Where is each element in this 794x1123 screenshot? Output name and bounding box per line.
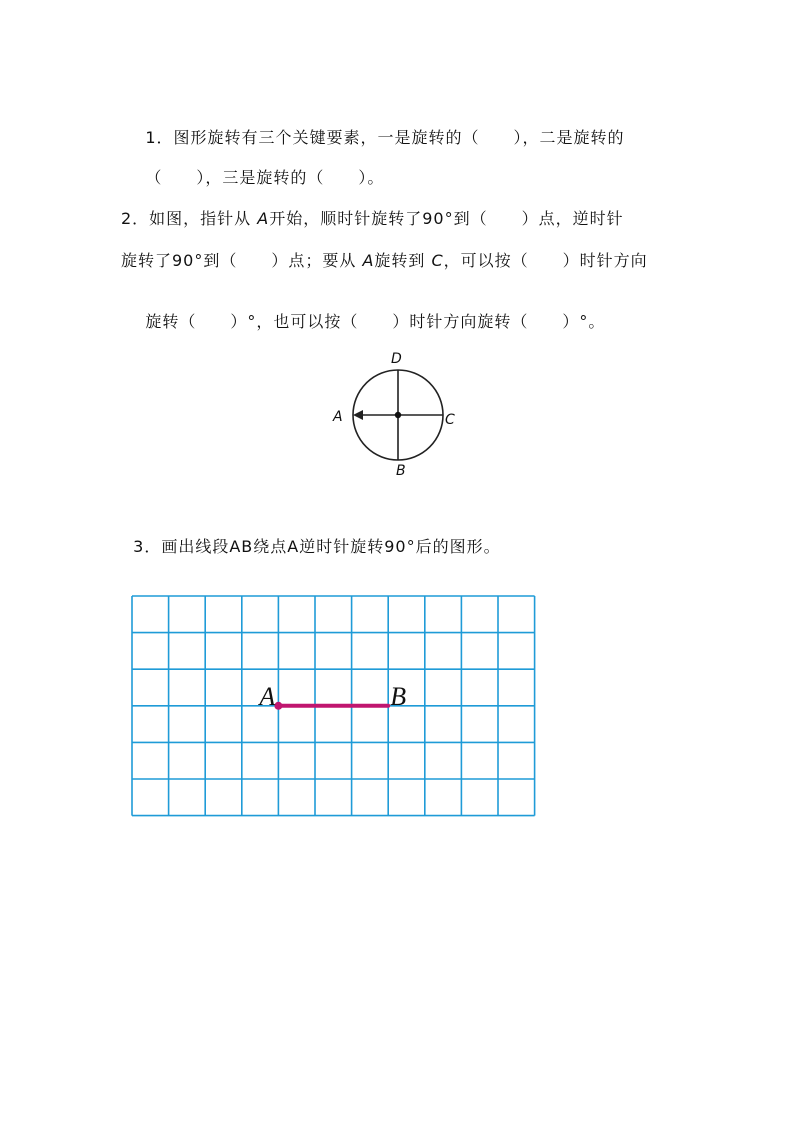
point-b-label: B [390,681,407,711]
question-3: 3．画出线段AB绕点A逆时针旋转90°后的图形。 [133,537,501,556]
pointer-arrowhead [353,410,363,420]
grid-figure [128,592,540,828]
label-c: C [445,412,455,428]
label-d: D [391,351,402,367]
clock-figure [325,344,465,480]
point-a-label: A [259,681,276,711]
question-1-line-2: （ ），三是旋转的（ ）。 [145,168,385,187]
label-a: A [333,409,343,425]
question-2-line-1: 2．如图，指针从 A开始，顺时针旋转了90°到（ ）点，逆时针 [121,209,624,228]
center-dot [395,412,401,418]
question-2-line-3: 旋转（ ）°，也可以按（ ）时针方向旋转（ ）°。 [145,312,606,331]
question-2-line-2: 旋转了90°到（ ）点；要从 A旋转到 C，可以按（ ）时针方向 [121,251,648,270]
point-a-dot [274,702,282,710]
label-b: B [396,463,406,479]
question-1-line-1: 1．图形旋转有三个关键要素，一是旋转的（ ），二是旋转的 [145,128,625,147]
